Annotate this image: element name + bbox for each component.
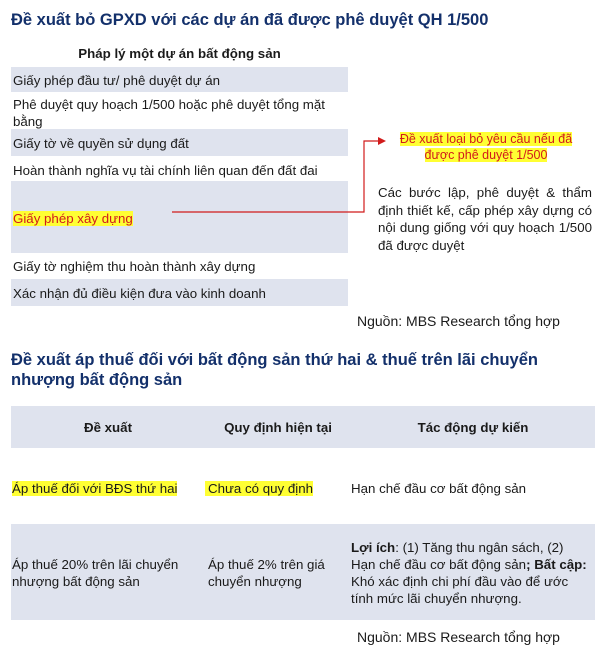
section2-title: Đề xuất áp thuế đối với bất động sản thứ hai & thuế trên lãi chuyển nhượng bất động sản xyxy=(11,351,538,389)
legal-row-2: Phê duyệt quy hoạch 1/500 hoặc phê duyệt tổng mặt bằng xyxy=(13,97,325,129)
tax-row1-current: Chưa có quy định xyxy=(205,480,313,497)
design-note: Các bước lập, phê duyệt & thẩm định thiết kế, cấp phép xây dựng có nội dung giống với quy hoạch 1/500 đã được duyệt xyxy=(378,185,592,253)
tax-row2-current: Áp thuế 2% trên giá chuyển nhượng xyxy=(208,557,325,589)
legal-table-header: Pháp lý một dự án bất động sản xyxy=(78,46,281,61)
section1-title: Đề xuất bỏ GPXD với các dự án đã được phê duyệt QH 1/500 xyxy=(11,11,489,29)
tax-row2-impact: Lợi ích: (1) Tăng thu ngân sách, (2) Hạn chế đầu cơ bất động sản; Bất cập: Khó xác định chi phí đầu vào để ước tính mức lãi chuyển nhượng. xyxy=(351,540,587,606)
legal-row-1: Giấy phép đầu tư/ phê duyệt dự án xyxy=(13,73,221,88)
legal-row-4: Hoàn thành nghĩa vụ tài chính liên quan đến đất đai xyxy=(13,163,318,178)
building-permit-highlight: Giấy phép xây dựng xyxy=(13,211,133,226)
tax-row1-proposal: Áp thuế đối với BĐS thứ hai xyxy=(12,481,178,496)
legal-row-3: Giấy tờ về quyền sử dụng đất xyxy=(13,136,189,151)
tax-header-current: Quy định hiện tại xyxy=(224,420,332,435)
tax-header-impact: Tác động dự kiến xyxy=(417,420,529,435)
legal-row-7: Xác nhận đủ điều kiện đưa vào kinh doanh xyxy=(13,286,266,301)
callout-text: Đề xuất loại bỏ yêu cầu nếu đã được phê duyệt 1/500 xyxy=(399,132,573,162)
source-2: Nguồn: MBS Research tổng hợp xyxy=(357,629,560,645)
tax-header-proposal: Đề xuất xyxy=(83,420,133,435)
source-1: Nguồn: MBS Research tổng hợp xyxy=(357,313,560,329)
tax-row1-impact: Hạn chế đầu cơ bất động sản xyxy=(351,481,527,496)
legal-row-6: Giấy tờ nghiệm thu hoàn thành xây dựng xyxy=(13,259,256,274)
tax-row2-proposal: Áp thuế 20% trên lãi chuyển nhượng bất động sản xyxy=(12,557,179,589)
